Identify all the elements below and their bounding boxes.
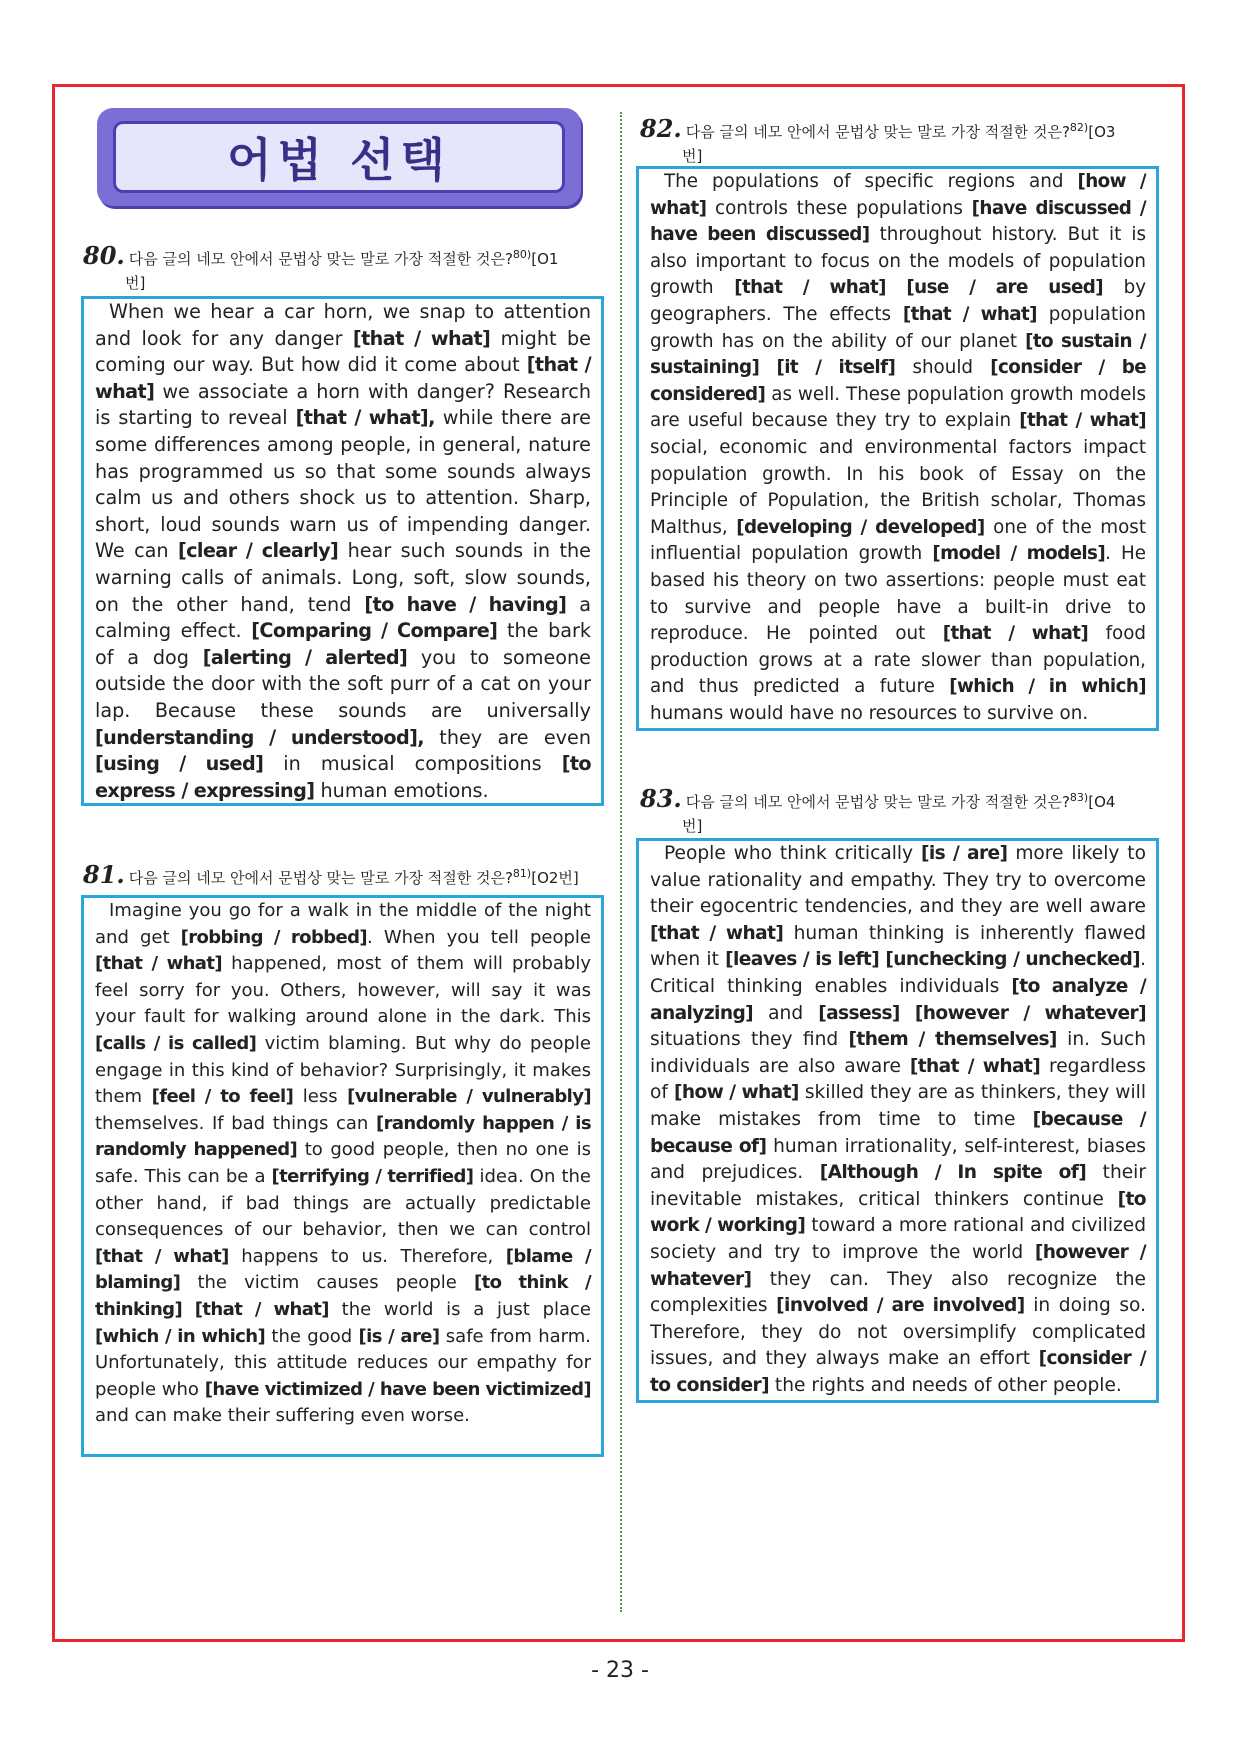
- question-code: [O1: [531, 250, 559, 268]
- answer-choice: [using / used]: [95, 752, 264, 776]
- footnote-ref: 82): [1069, 121, 1089, 134]
- passage-segment: the rights and needs of other people.: [769, 1374, 1122, 1396]
- passage-segment: human emotions.: [314, 778, 489, 802]
- answer-choice: [involved / are involved]: [776, 1295, 1025, 1317]
- question-prompt: 다음 글의 네모 안에서 문법상 맞는 말로 가장 적절한 것은?: [685, 793, 1070, 811]
- passage-segment: the world is a just place: [328, 1298, 591, 1320]
- answer-choice: [randomly happen / is randomly happened]: [95, 1112, 591, 1161]
- answer-choice: [because / because of]: [650, 1108, 1146, 1157]
- answer-choice: [vulnerable / vulnerably]: [347, 1086, 591, 1108]
- passage-text: [650, 169, 1146, 727]
- passage-segment: [900, 1003, 915, 1024]
- passage-segment: regardless of: [650, 1055, 1146, 1104]
- answer-choice: [that / what],: [295, 406, 435, 430]
- question-83-header: [640, 786, 1165, 838]
- passage-83: [636, 838, 1159, 1403]
- passage-segment: Imagine you go for a walk in the middle of the night and get: [95, 900, 591, 948]
- question-82-header: [640, 116, 1165, 168]
- passage-segment: humans would have no resources to survive on.: [650, 702, 1089, 724]
- passage-segment: population growth has on the ability of our planet: [650, 303, 1147, 352]
- question-number: 81.: [83, 860, 125, 889]
- answer-choice: [use / are used]: [906, 277, 1104, 299]
- passage-segment: idea. On the other hand, if bad things are actually predictable consequences of our behavior, then we can control: [95, 1165, 591, 1241]
- answer-choice: [unchecking / unchecked]: [885, 949, 1141, 971]
- answer-choice: [to work / working]: [650, 1188, 1146, 1237]
- passage-segment: toward a more rational and civilized society and try to improve the world: [650, 1215, 1147, 1263]
- answer-choice: [consider / be considered]: [650, 357, 1147, 405]
- answer-choice: [however / whatever]: [650, 1241, 1146, 1290]
- passage-text: [650, 841, 1146, 1399]
- question-81-header: [83, 862, 613, 890]
- passage-segment: human thinking is inherently flawed when it: [650, 922, 1146, 971]
- passage-segment: and can make their suffering even worse.: [95, 1405, 470, 1427]
- answer-choice: [that / what]: [1019, 410, 1146, 432]
- question-prompt: 다음 글의 네모 안에서 문법상 맞는 말로 가장 적절한 것은?: [685, 123, 1070, 141]
- passage-segment: throughout history. But it is also important to focus on the models of population growth: [650, 224, 1146, 299]
- passage-82: [636, 166, 1159, 731]
- passage-segment: while there are some differences among people, in general, nature has programmed us so that some sounds always calm us and others shock us to attention. Sharp, short, loud sounds warn us of impending danger. We can: [95, 406, 591, 563]
- column-divider: [620, 112, 622, 1612]
- passage-segment: to good people, then no one is safe. This can be a: [95, 1139, 591, 1187]
- question-code: [O3: [1088, 123, 1116, 141]
- passage-segment: controls these populations: [706, 197, 972, 219]
- passage-segment: human irrationality, self-interest, biases and prejudices.: [650, 1135, 1146, 1184]
- answer-choice: [leaves / is left]: [725, 949, 880, 971]
- passage-text: [95, 898, 591, 1430]
- answer-choice: [is / are]: [920, 843, 1008, 864]
- passage-segment: the good: [265, 1325, 359, 1347]
- answer-choice: [developing / developed]: [736, 516, 985, 538]
- passage-segment: should: [895, 357, 991, 379]
- footnote-ref: 83): [1069, 791, 1089, 804]
- passage-segment: one of the most influential population growth: [650, 516, 1146, 565]
- answer-choice: [to sustain / sustaining]: [650, 330, 1146, 379]
- answer-choice: [robbing / robbed]: [180, 926, 368, 948]
- footnote-ref: 81): [512, 867, 532, 880]
- answer-choice: [to analyze / analyzing]: [650, 975, 1147, 1024]
- answer-choice: [terrifying / terrified]: [271, 1165, 474, 1187]
- passage-segment: victim blaming. But why do people engage in this kind of behavior? Surprisingly, it makes them: [95, 1032, 591, 1108]
- passage-segment: they can. They also recognize the complexities: [650, 1268, 1146, 1317]
- passage-80: [81, 296, 604, 806]
- answer-choice: [which / in which]: [949, 676, 1146, 698]
- answer-choice: [that / what]: [352, 326, 491, 350]
- passage-segment: their inevitable mistakes, critical thinkers continue: [650, 1162, 1146, 1210]
- question-code-cont: 번]: [125, 274, 146, 292]
- question-number: 83.: [640, 784, 682, 813]
- answer-choice: [it / itself]: [776, 357, 896, 379]
- answer-choice: [is / are]: [358, 1325, 440, 1347]
- answer-choice: [which / in which]: [95, 1325, 266, 1347]
- answer-choice: [calls / is called]: [95, 1032, 257, 1054]
- answer-choice: [model / models]: [932, 543, 1106, 565]
- answer-choice: [Comparing / Compare]: [251, 619, 498, 643]
- question-number: 80.: [83, 241, 125, 270]
- answer-choice: [that / what]: [95, 953, 222, 975]
- passage-segment: People who think critically: [664, 843, 921, 864]
- passage-segment: . When you tell people: [367, 926, 591, 948]
- passage-81: [81, 895, 604, 1457]
- question-80-header: [83, 243, 608, 295]
- question-code-cont: 번]: [682, 147, 703, 165]
- passage-segment: you to someone outside the door with the soft purr of a cat on your lap. Because these sounds are universally: [95, 645, 591, 722]
- answer-choice: [feel / to feel]: [151, 1086, 294, 1108]
- answer-choice: [Although / In spite of]: [819, 1162, 1087, 1184]
- passage-segment: happened, most of them will probably feel sorry for you. Others, however, will say it was your fault for walking around alone in the dark. This: [95, 953, 591, 1028]
- answer-choice: [how / what]: [650, 171, 1146, 219]
- passage-segment: and: [753, 1002, 819, 1024]
- answer-choice: [understanding / understood],: [95, 725, 424, 749]
- passage-segment: they are even: [423, 725, 591, 749]
- passage-segment: [759, 357, 776, 378]
- answer-choice: [alerting / alerted]: [202, 645, 408, 669]
- answer-choice: [to express / expressing]: [95, 752, 592, 802]
- passage-segment: by geographers. The effects: [650, 277, 1147, 325]
- passage-segment: When we hear a car horn, we snap to attention and look for any danger: [95, 300, 591, 350]
- passage-text: [95, 299, 591, 804]
- answer-choice: [however / whatever]: [914, 1002, 1146, 1024]
- footnote-ref: 80): [512, 248, 532, 261]
- passage-segment: less: [293, 1086, 348, 1108]
- answer-choice: [that / what]: [95, 1245, 229, 1267]
- answer-choice: [that / what]: [194, 1298, 329, 1320]
- passage-segment: food production grows at a rate slower than population, and thus predicted a future: [650, 623, 1146, 698]
- answer-choice: [that / what]: [650, 922, 784, 944]
- answer-choice: [that / what]: [909, 1055, 1041, 1077]
- passage-segment: in doing so. Therefore, they do not oversimplify complicated issues, and they always make an effort: [650, 1295, 1146, 1370]
- answer-choice: [that / what]: [734, 277, 886, 299]
- passage-segment: happens to us. Therefore,: [228, 1245, 506, 1267]
- passage-segment: the bark of a dog: [95, 619, 592, 669]
- passage-segment: might be coming our way. But how did it come about: [95, 326, 591, 377]
- passage-segment: a calming effect.: [95, 592, 592, 643]
- answer-choice: [how / what]: [673, 1082, 799, 1104]
- answer-choice: [consider / to consider]: [650, 1348, 1146, 1396]
- passage-segment: [886, 277, 907, 298]
- question-prompt: 다음 글의 네모 안에서 문법상 맞는 말로 가장 적절한 것은?: [128, 250, 513, 268]
- answer-choice: [have victimized / have been victimized]: [204, 1378, 592, 1400]
- passage-segment: hear such sounds in the warning calls of animals. Long, soft, slow sounds, on the other hand, tend: [95, 539, 591, 616]
- passage-segment: social, economic and environmental factors impact population growth. In his book of Essay on the Principle of Population, the British scholar, Thomas Malthus,: [650, 436, 1146, 538]
- passage-segment: [182, 1299, 195, 1320]
- passage-segment: The populations of specific regions and: [664, 171, 1078, 192]
- question-code: [O4: [1088, 793, 1116, 811]
- passage-segment: safe from harm. Unfortunately, this attitude reduces our empathy for people who: [95, 1325, 591, 1400]
- question-code: [O2번]: [531, 869, 579, 887]
- passage-segment: situations they find: [650, 1029, 849, 1051]
- question-code-cont: 번]: [682, 817, 703, 835]
- answer-choice: [have discussed / have been discussed]: [650, 197, 1147, 246]
- answer-choice: [to have / having]: [364, 592, 567, 616]
- section-title: 어법 선택: [113, 121, 565, 193]
- answer-choice: [that / what]: [902, 303, 1037, 325]
- answer-choice: [that / what]: [95, 353, 591, 403]
- passage-segment: in musical compositions: [263, 752, 562, 776]
- passage-segment: themselves. If bad things can: [95, 1112, 376, 1134]
- answer-choice: [assess]: [818, 1002, 900, 1024]
- answer-choice: [to think / thinking]: [95, 1272, 591, 1320]
- passage-segment: in. Such individuals are also aware: [650, 1029, 1146, 1077]
- question-prompt: 다음 글의 네모 안에서 문법상 맞는 말로 가장 적절한 것은?: [128, 869, 513, 887]
- passage-segment: . He based his theory on two assertions: people must eat to survive and people have a built-in drive to reproduce. He pointed out: [650, 543, 1146, 645]
- passage-segment: as well. These population growth models are useful because they try to explain: [650, 383, 1146, 432]
- answer-choice: [them / themselves]: [848, 1029, 1057, 1051]
- passage-segment: . Critical thinking enables individuals: [650, 949, 1146, 997]
- section-title-badge: [97, 108, 581, 206]
- passage-segment: more likely to value rationality and empathy. They try to overcome their egocentric tendencies, and they are well aware: [650, 843, 1146, 918]
- page-number: - 23 -: [591, 1658, 649, 1683]
- passage-segment: skilled they are as thinkers, they will make mistakes from time to time: [650, 1082, 1146, 1130]
- passage-segment: we associate a horn with danger? Research is starting to reveal: [95, 379, 591, 430]
- passage-segment: the victim causes people: [180, 1272, 474, 1294]
- question-number: 82.: [640, 114, 682, 143]
- answer-choice: [blame / blaming]: [95, 1245, 592, 1294]
- answer-choice: [clear / clearly]: [177, 539, 339, 563]
- answer-choice: [that / what]: [942, 623, 1089, 645]
